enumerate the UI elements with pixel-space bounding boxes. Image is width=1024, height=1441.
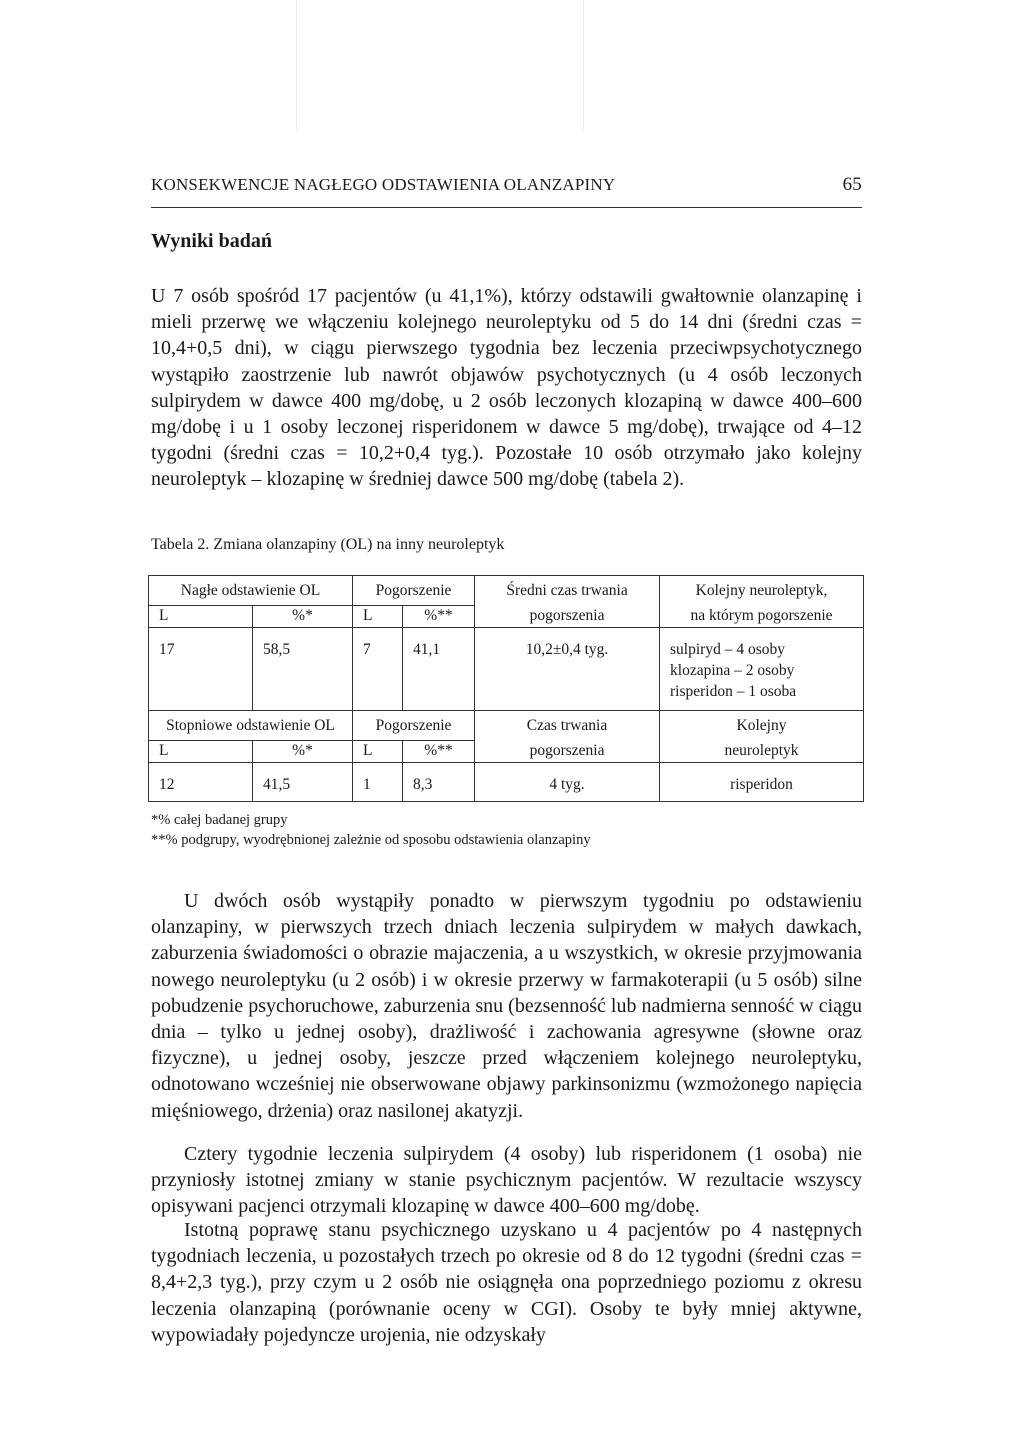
results-paragraph-2: U dwóch osób wystąpiły ponadto w pierwszym tygodniu po odstawieniu olanzapiny, w pierwszych trzech dniach leczenia sulpirydem w małych dawkach, zaburzenia świadomości o obrazie majaczenia, a u wszystkich, w okresie przyjmowania nowego neuroleptyku (u 2 osób) i w okresie przerwy w farmakoterapii (u 5 osób) silne pobudzenie psychoruchowe, zaburzenia snu (bezsenność lub nadmierna senność w ciągu dnia – tylko u jednej osoby), drażliwość i zachowania agresywne (słowne oraz fizyczne), u jednej osoby, jeszcze przed włączeniem kolejnego neuroleptyku, odnotowano wcześniej nie obserwowane objawy parkinsonizmu (wzmożonego napięcia mięśniowego, drżenia) oraz nasilonej akatyzji. [151,890,862,1122]
results-paragraph-4: Istotną poprawę stanu psychicznego uzyskano u 4 pacjentów po 4 następnych tygodniach leczenia, u pozostałych trzech po okresie od 8 do 12 tygodni (średni czas = 8,4+2,3 tyg.), przy czym u 2 osób nie osiągnęła ona poprzedniego poziomu z okresu leczenia olanzapiną (porównanie oceny w CGI). Osoby te były mniej aktywne, wypowiadały pojedyncze urojenia, nie odzyskały [151,1219,862,1346]
cell-next-neuroleptic-cont: klozapina – 2 osoby [660,661,864,682]
scan-artifact-line [583,0,584,130]
header-next-neuroleptic: Kolejny neuroleptyk, [660,576,864,606]
subheader-l: L [353,741,403,763]
cell-l: 12 [149,763,253,802]
header-rule [151,207,862,208]
table-header-row [149,711,864,741]
subheader-pct: %* [253,741,353,763]
table-row-cont [149,661,864,682]
subheader-l: L [149,606,253,628]
table-header-row [149,576,864,606]
footnote-1: *% całej badanej grupy [151,812,288,828]
subheader-l: L [353,606,403,628]
cell-next-neuroleptic: risperidon [660,763,864,802]
header-duration-cont: pogorszenia [475,741,660,763]
header-worsening: Pogorszenie [353,576,475,606]
cell-duration: 4 tyg. [475,763,660,802]
cell-l: 1 [353,763,403,802]
running-title: KONSEKWENCJE NAGŁEGO ODSTAWIENIA OLANZAPINY [151,175,616,194]
subheader-pct: %* [253,606,353,628]
header-duration: Czas trwania [475,711,660,741]
header-next-neuroleptic-cont: na którym pogorszenie [660,606,864,628]
cell-l: 17 [149,628,253,662]
subheader-pct: %** [403,606,475,628]
table-row [149,628,864,662]
table-caption: Tabela 2. Zmiana olanzapiny (OL) na inny neuroleptyk [151,536,505,553]
header-abrupt-discontinuation: Nagłe odstawienie OL [149,576,353,606]
header-mean-duration-cont: pogorszenia [475,606,660,628]
section-heading: Wyniki badań [151,230,272,252]
header-gradual-discontinuation: Stopniowe odstawienie OL [149,711,353,741]
header-next-neuroleptic-cont: neuroleptyk [660,741,864,763]
subheader-pct: %** [403,741,475,763]
cell-pct: 58,5 [253,628,353,662]
header-next-neuroleptic: Kolejny [660,711,864,741]
cell-next-neuroleptic: sulpiryd – 4 osoby [660,628,864,662]
subheader-l: L [149,741,253,763]
table-subheader-row [149,741,864,763]
scan-artifact-line [296,0,297,130]
results-paragraph-1: U 7 osób spośród 17 pacjentów (u 41,1%), którzy odstawili gwałtownie olanzapinę i mieli przerwę we włączeniu kolejnego neuroleptyku od 5 do 14 dni (średni czas = 10,4+0,5 dni), w ciągu pierwszego tygodnia bez leczenia przeciwpsychotycznego wystąpiło zaostrzenie lub nawrót objawów psychotycznych (u 4 osób leczonych sulpirydem w dawce 400 mg/dobę, u 2 osób leczonych klozapiną w dawce 400–600 mg/dobę i u 1 osoby leczonej risperidonem w dawce 5 mg/dobę), trwające od 4–12 tygodni (średni czas = 10,2+0,4 tyg.). Pozostałe 10 osób otrzymało jako kolejny neuroleptyk – klozapinę w średniej dawce 500 mg/dobę (tabela 2). [151,285,862,491]
cell-l: 7 [353,628,403,662]
page-number: 65 [842,174,862,195]
running-header [151,174,862,196]
results-paragraph-3: Cztery tygodnie leczenia sulpirydem (4 osoby) lub risperidonem (1 osoba) nie przyniosły istotnej zmiany w stanie psychicznym pacjentów. W rezultacie wszyscy opisywani pacjenci otrzymali klozapinę w dawce 400–600 mg/dobę. [151,1143,862,1218]
cell-pct: 8,3 [403,763,475,802]
cell-next-neuroleptic-cont: risperidon – 1 osoba [660,682,864,711]
table-2 [148,575,864,802]
cell-pct: 41,5 [253,763,353,802]
header-worsening: Pogorszenie [353,711,475,741]
table-subheader-row [149,606,864,628]
table-row [149,763,864,802]
cell-duration: 10,2±0,4 tyg. [475,628,660,662]
cell-pct: 41,1 [403,628,475,662]
footnote-2: **% podgrupy, wyodrębnionej zależnie od sposobu odstawienia olanzapiny [151,832,591,848]
header-mean-duration: Średni czas trwania [475,576,660,606]
table-row-cont [149,682,864,711]
